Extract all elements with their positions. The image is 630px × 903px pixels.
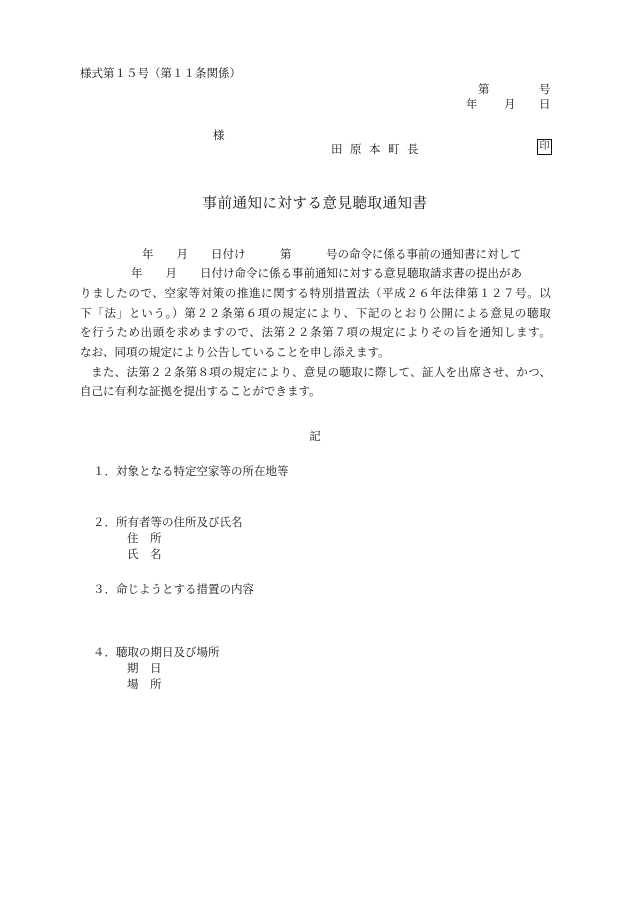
addressee-honorific: 様 — [213, 128, 225, 142]
item-hearing: ４．聴取の期日及び場所 — [93, 645, 220, 659]
hearing-date-label: 期 日 — [127, 661, 162, 675]
form-number: 様式第１５号（第１１条関係） — [80, 66, 241, 80]
number-dai: 第 — [478, 82, 490, 96]
owner-name-label: 氏 名 — [127, 547, 162, 561]
hearing-place-label: 場 所 — [127, 677, 162, 691]
body-line-2: 年 月 日付け命令に係る事前通知に対する意見聴取請求書の提出があ — [131, 266, 522, 280]
body-line-8: 自己に有利な証拠を提出することができます。 — [80, 384, 321, 398]
body-line-4: 下「法」という。）第２２条第６項の規定により、下記のとおり公開による意見の聴取 — [80, 306, 551, 320]
seal-mark: 印 — [537, 139, 552, 155]
ki-heading: 記 — [309, 429, 321, 443]
date-year: 年 — [466, 97, 478, 111]
item-measures: ３．命じようとする措置の内容 — [93, 582, 254, 596]
body-line-5: を行うため出頭を求めますので、法第２２条第７項の規定によりその旨を通知します。 — [80, 325, 551, 339]
document-title: 事前通知に対する意見聴取通知書 — [202, 196, 428, 212]
body-line-1: 年 月 日付け 第 号の命令に係る事前の通知書に対して — [142, 247, 522, 261]
item-location: １．対象となる特定空家等の所在地等 — [93, 464, 289, 478]
body-line-3: りましたので、空家等対策の推進に関する特別措置法（平成２６年法律第１２７号。以 — [80, 286, 551, 300]
sender-name: 田原本町長 — [331, 142, 426, 156]
owner-address-label: 住 所 — [127, 531, 162, 545]
body-line-6: なお、同項の規定により公告していることを申し添えます。 — [80, 345, 390, 359]
date-day: 日 — [539, 97, 551, 111]
date-month: 月 — [504, 97, 516, 111]
body-line-7: また、法第２２条第８項の規定により、意見の聴取に際して、証人を出席させ、かつ、 — [91, 365, 551, 379]
item-owner: ２．所有者等の住所及び氏名 — [93, 515, 243, 529]
number-go: 号 — [539, 82, 551, 96]
